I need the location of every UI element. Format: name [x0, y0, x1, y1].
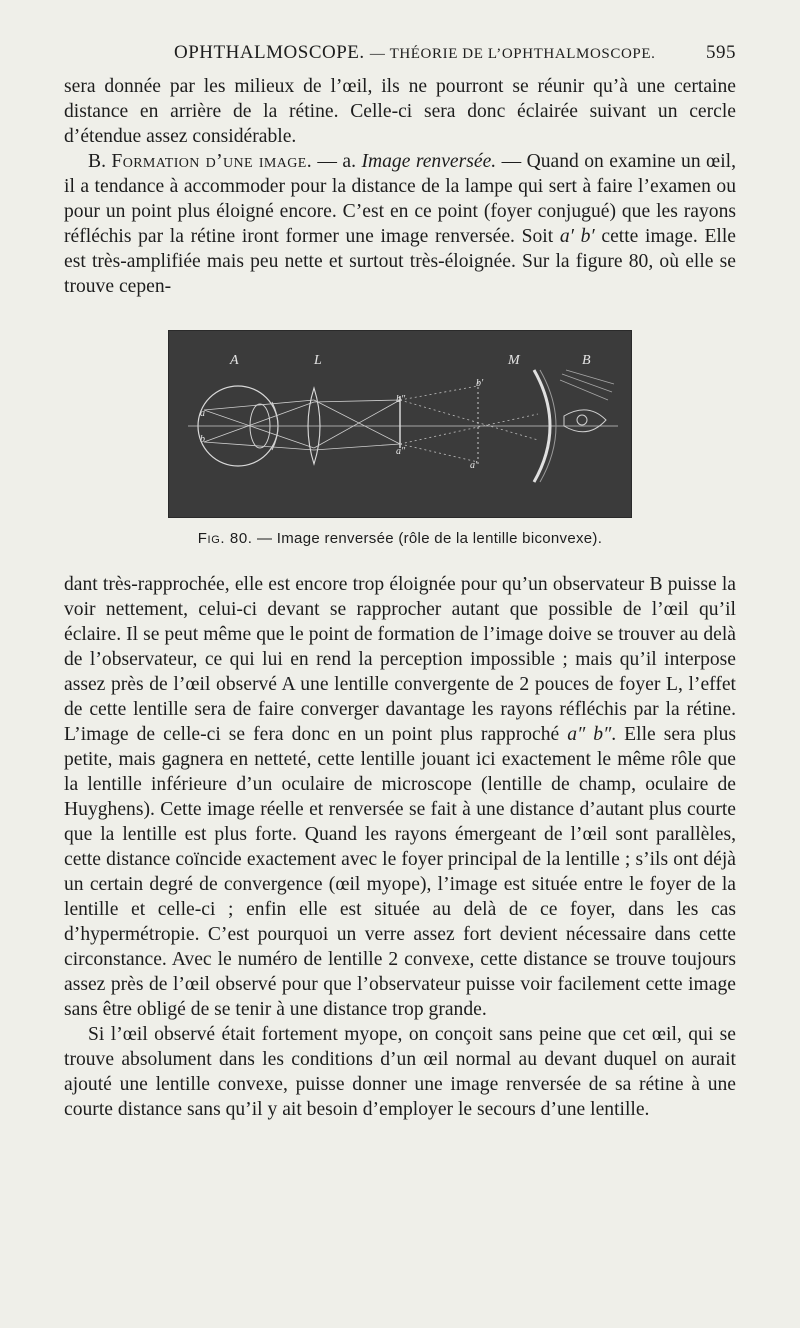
running-head-sub: — THÉORIE DE L’OPHTHALMOSCOPE.	[369, 46, 656, 62]
paragraph	[64, 149, 736, 299]
label-B: B	[582, 353, 591, 368]
paragraph-text: — Quand on examine un œil, il a tendance à accommoder pour la distance de la lampe qui sert à faire l’examen ou pour un point plus éloigné encore. C’est en ce point (foyer conjugué) que les rayons réfléchis par la rétine iront former une image renversée. Soit	[64, 151, 736, 247]
figure-caption-label: Fig. 80.	[197, 530, 253, 547]
ray	[204, 442, 314, 450]
page-number: 595	[706, 42, 736, 63]
text-block-bottom	[64, 572, 736, 1122]
ray	[204, 402, 314, 442]
paragraph-text: cette image. Elle est très-amplifiée mais peu nette et surtout très-éloignée. Sur la figure 80, où elle se trouve cepen-	[64, 226, 736, 297]
paragraph	[64, 74, 736, 149]
label-a-prime: a′	[470, 460, 478, 471]
label-b: b	[200, 434, 205, 445]
paragraph	[64, 1022, 736, 1122]
italic-text: Image renversée.	[361, 151, 497, 172]
dotted-ray	[400, 386, 478, 400]
paragraph-text: . Elle sera plus petite, mais gagnera en netteté, cette lentille jouant ici exactement le même rôle que la lentille inférieure d’un oculaire de microscope (lentille de champ, oculaire de Huyghens). Cette image réelle et renversée se fait à une distance d’autant plus courte que la lentille est plus forte. Quand les rayons émergeant de l’œil sont parallèles, cette distance coïncide exactement avec le foyer principal de la lentille ; s’ils ont déjà un certain degré de convergence (œil myope), l’image est située entre le foyer de la lentille et celle-ci ; enfin elle est située au delà de ce foyer, dans les cas d’hypermétropie. C’est pourquoi un verre assez fort devient nécessaire dans cette circonstance. Avec le numéro de lentille 2 convexe, cette distance se trouve toujours assez près de l’œil observé pour que l’observateur puisse voir facilement cette image sans être obligé de se tenir à une distance trop grande.	[64, 724, 736, 1020]
observer-eye	[564, 410, 606, 432]
label-b-prime: b′	[476, 378, 484, 389]
running-head-main: OPHTHALMOSCOPE.	[174, 42, 365, 63]
label-A: A	[230, 353, 239, 368]
ray	[204, 400, 314, 410]
paragraph-text: Si l’œil observé était fortement myope, on conçoit sans peine que cet œil, qui se trouve absolument dans les conditions d’un œil normal au devant duquel on aurait ajouté une lentille convexe, puisse donner une image renversée de sa rétine à une courte distance sans qu’il y ait besoin d’employer le secours d’une lentille.	[64, 1024, 736, 1120]
running-header	[64, 42, 736, 72]
figure-caption	[150, 530, 650, 547]
paragraph-text: — a.	[312, 151, 362, 172]
paragraph	[64, 572, 736, 1022]
text-block-top	[64, 74, 736, 299]
label-a-double: a″	[396, 446, 406, 457]
paragraph-text: dant très-rapprochée, elle est encore trop éloignée pour qu’un observateur B puisse la voir nettement, celui-ci devant se rapprocher autant que possible de l’œil qu’il éclaire. Il se peut même que le point de formation de l’image doive se trouver au delà de l’observateur, ce qui lui en rend la perception impossible ; mais qu’il interpose assez près de l’œil observé A une lentille convergente de 2 pouces de foyer L, l’effet de cette lentille sera de faire converger davantage les rayons réfléchis par la rétine. L’image de celle-ci se fera donc en un point plus rapproché	[64, 574, 736, 745]
ray	[314, 400, 400, 444]
label-L: L	[314, 353, 322, 368]
lamp-light-rays	[560, 370, 614, 400]
ray	[204, 410, 314, 448]
optics-diagram	[168, 330, 632, 518]
observer-pupil	[577, 415, 587, 425]
running-head	[174, 42, 655, 64]
ray	[314, 400, 400, 402]
label-b-double: b″	[396, 394, 406, 405]
figure-caption-text: — Image renversée (rôle de la lentille biconvexe).	[252, 530, 603, 547]
ray	[314, 444, 400, 450]
label-M: M	[508, 353, 520, 368]
dotted-ray	[400, 414, 538, 444]
section-heading: Formation d’une image.	[111, 151, 312, 172]
italic-text: a″ b″	[567, 724, 612, 745]
label-a: a	[200, 408, 205, 419]
figure-80-illustration	[168, 330, 632, 518]
dotted-ray	[400, 444, 478, 462]
ray	[314, 400, 400, 448]
italic-text: a′ b′	[559, 226, 595, 247]
paragraph-text: sera donnée par les milieux de l’œil, ils ne pourront se réunir qu’à une certaine distance en arrière de la rétine. Celle-ci sera donc éclairée suivant un cercle d’étendue assez considérable.	[64, 76, 736, 147]
paragraph-text: B.	[88, 151, 112, 172]
dotted-ray	[400, 400, 538, 440]
